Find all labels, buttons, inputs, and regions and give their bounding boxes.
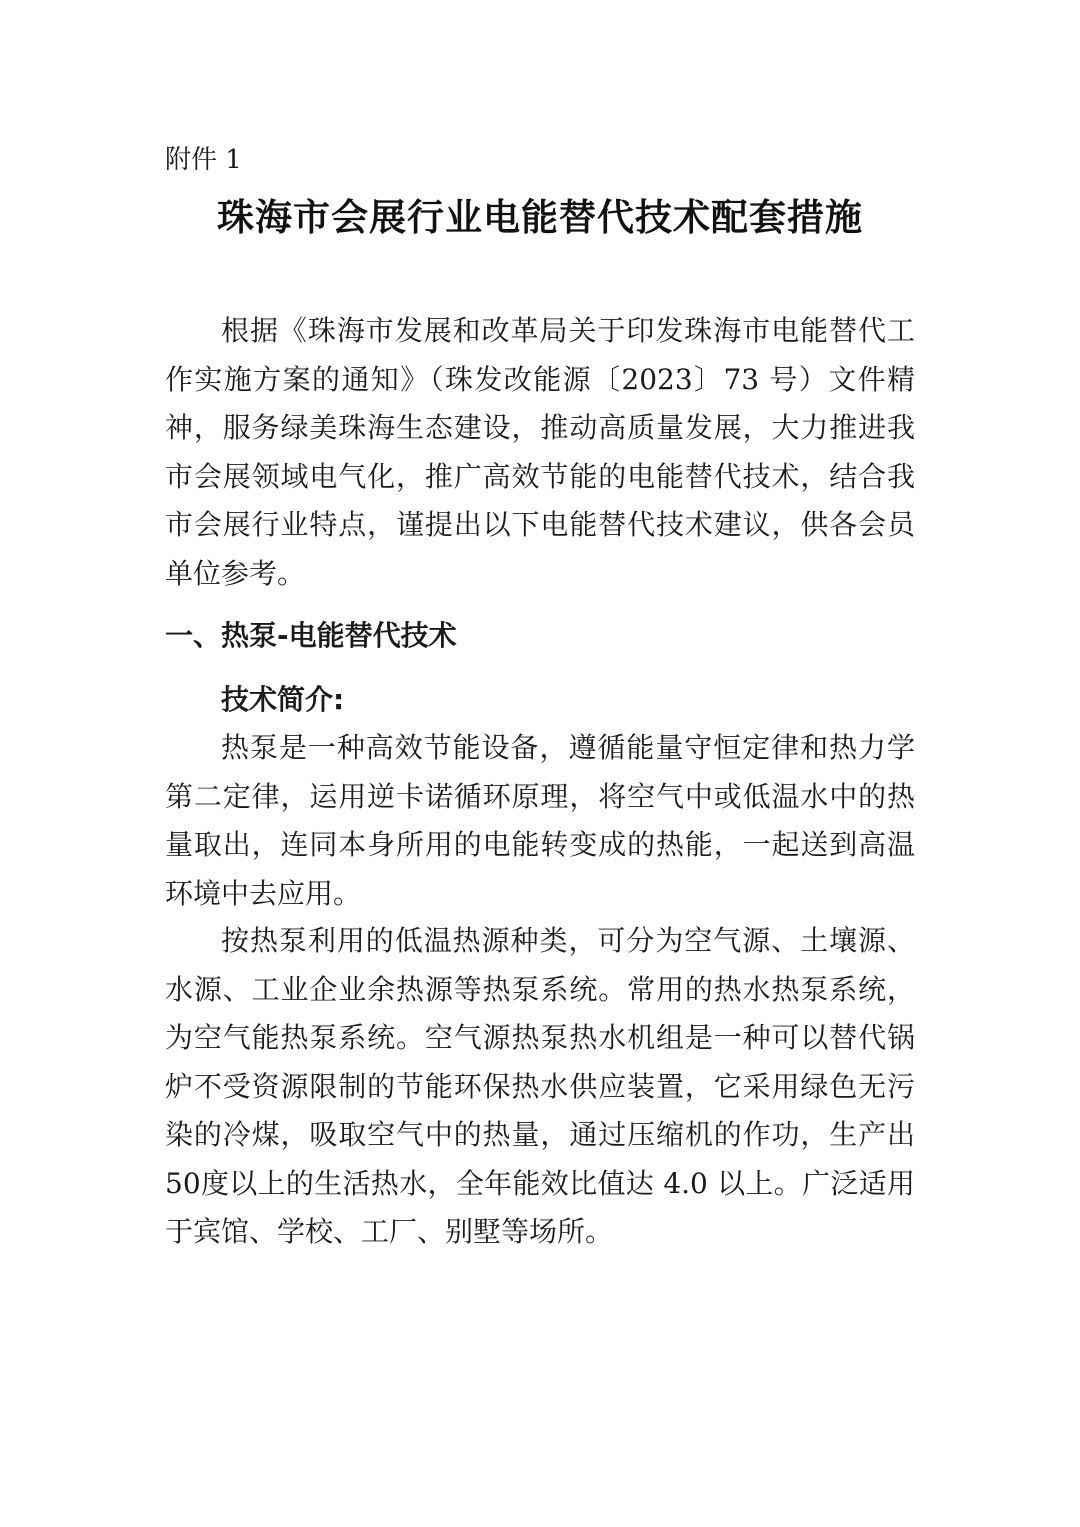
document-title: 珠海市会展行业电能替代技术配套措施	[217, 196, 863, 239]
body-paragraph: 热泵是一种高效节能设备，遵循能量守恒定律和热力学第二定律，运用逆卡诺循环原理，将空气中或低温水中的热量取出，连同本身所用的电能转变成的热能，一起送到高温环境中去应用。	[165, 731, 915, 910]
section-subheading: 技术简介:	[221, 683, 345, 716]
attachment-label: 附件 1	[165, 145, 242, 175]
body-paragraph: 按热泵利用的低温热源种类，可分为空气源、土壤源、水源、工业企业余热源等热泵系统。常用的热水热泵系统，为空气能热泵系统。空气源热泵热水机组是一种可以替代锅炉不受资源限制的节能环保热水供应装置，它采用绿色无污染的冷煤，吸取空气中的热量，通过压缩机的作功，生产出50度以上的生活热水，全年能效比值达 4.0 以上。广泛适用于宾馆、学校、工厂、别墅等场所。	[165, 924, 915, 1248]
intro-paragraph: 根据《珠海市发展和改革局关于印发珠海市电能替代工作实施方案的通知》（珠发改能源〔2023〕73 号）文件精神，服务绿美珠海生态建设，推动高质量发展，大力推进我市会展领域电气化，推广高效节能的电能替代技术，结合我市会展行业特点，谨提出以下电能替代技术建议，供各会员单位参考。	[165, 314, 915, 590]
section-heading: 一、热泵-电能替代技术	[165, 619, 457, 652]
